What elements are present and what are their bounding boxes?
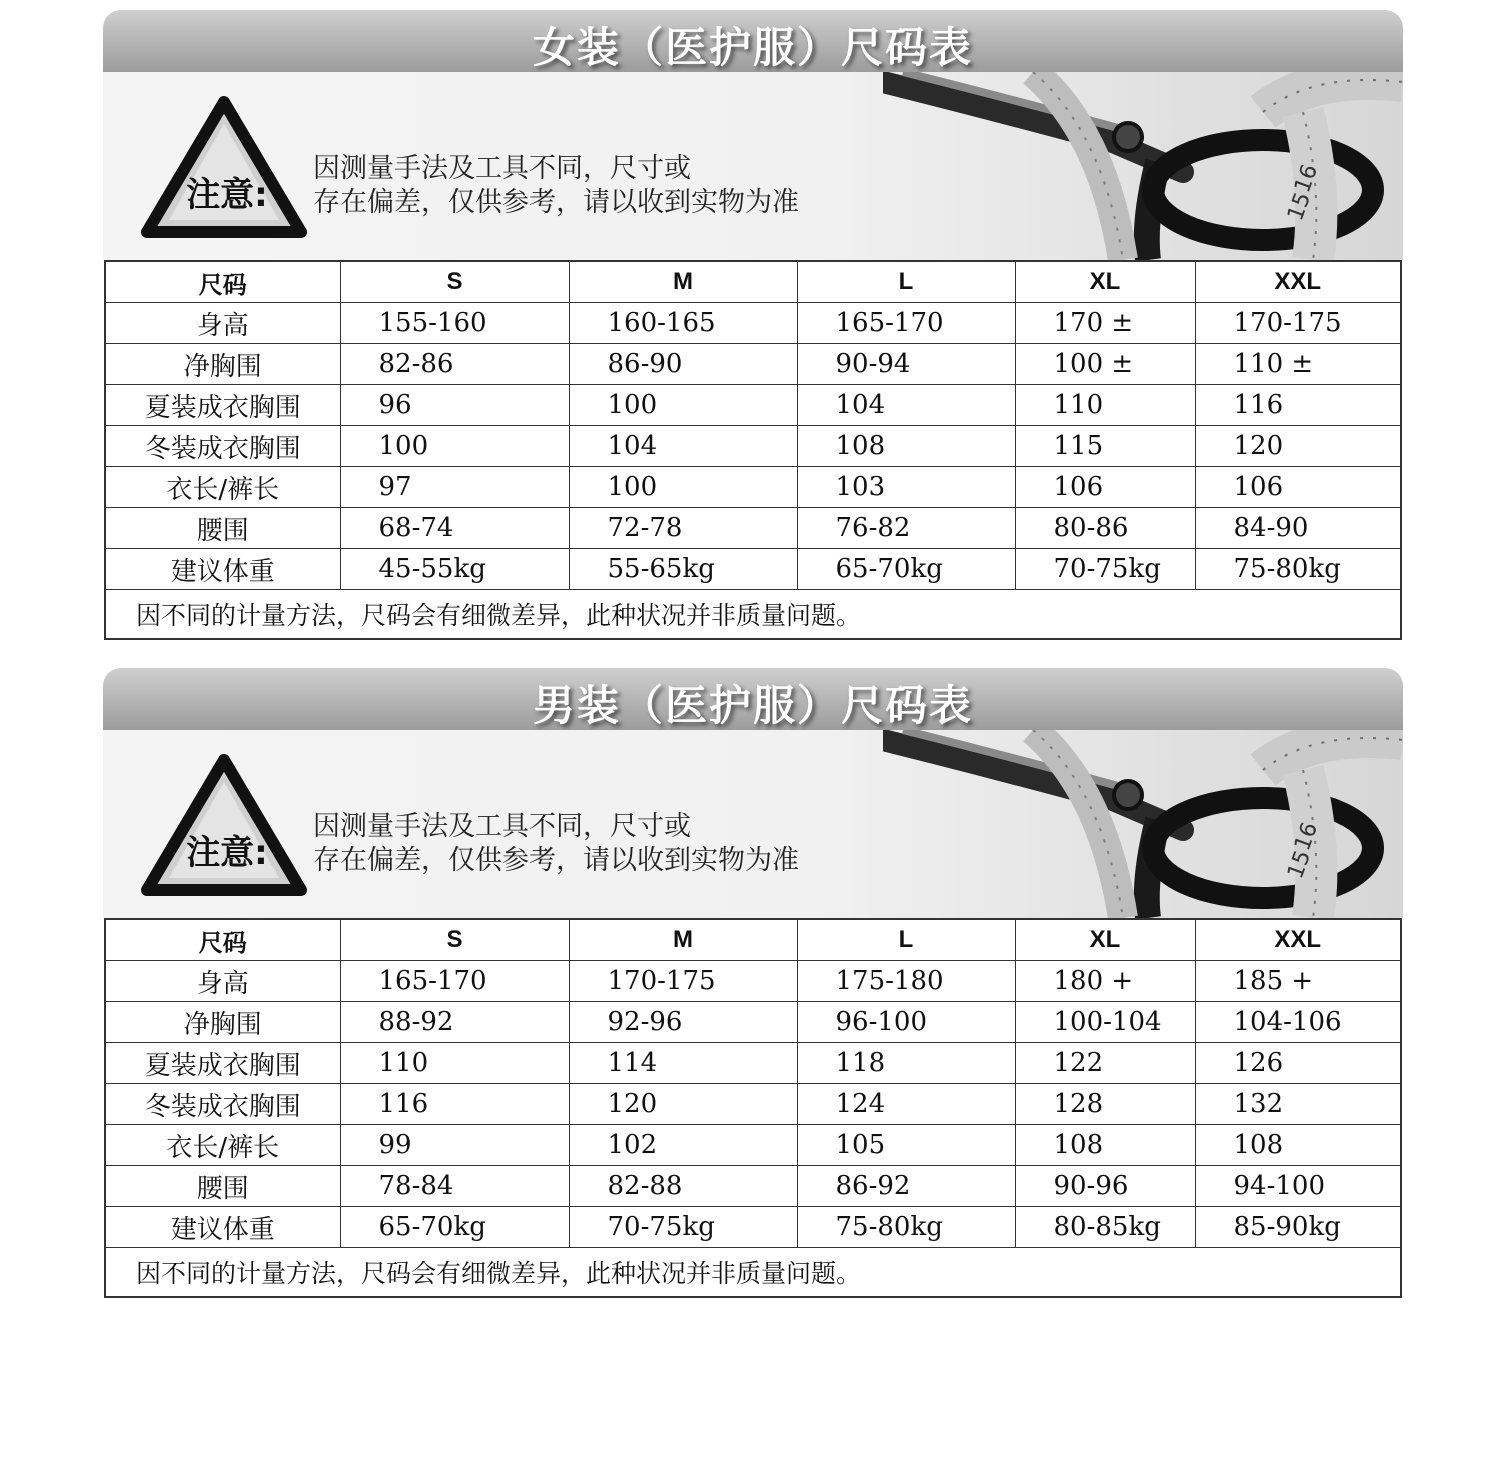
measurement-value-cell: 108 (1195, 1125, 1401, 1166)
measurement-value-cell: 160-165 (569, 303, 797, 344)
notice-line-2: 存在偏差，仅供参考，请以收到实物为准 (313, 187, 799, 218)
measurement-value-cell: 105 (797, 1125, 1015, 1166)
measurement-label-cell: 夏装成衣胸围 (105, 1043, 340, 1084)
tape-mark-label: 16 (1290, 161, 1324, 197)
measurement-value-cell: 118 (797, 1043, 1015, 1084)
measurement-label-cell: 建议体重 (105, 1207, 340, 1248)
measurement-label-cell: 夏装成衣胸围 (105, 385, 340, 426)
measurement-label-cell: 冬装成衣胸围 (105, 426, 340, 467)
measurement-value-cell: 68-74 (340, 508, 569, 549)
notice-badge-label: 注意: (186, 175, 268, 215)
table-row (105, 1166, 1401, 1207)
measurement-value-cell: 132 (1195, 1084, 1401, 1125)
measurement-label-cell: 身高 (105, 303, 340, 344)
table-row (105, 344, 1401, 385)
measurement-value-cell: 94-100 (1195, 1166, 1401, 1207)
size-header-row (105, 919, 1401, 961)
measurement-value-cell: 114 (569, 1043, 797, 1084)
table-row (105, 385, 1401, 426)
measurement-value-cell: 104 (797, 385, 1015, 426)
measurement-value-cell: 96-100 (797, 1002, 1015, 1043)
measurement-label-cell: 身高 (105, 961, 340, 1002)
table-row (105, 549, 1401, 590)
header-label-cell: 尺码 (105, 261, 340, 303)
measurement-label-cell: 腰围 (105, 1166, 340, 1207)
size-header-cell: L (797, 919, 1015, 961)
size-table (104, 260, 1402, 640)
table-row (105, 426, 1401, 467)
scissors-tape-measure-image (883, 730, 1403, 918)
measurement-value-cell: 72-78 (569, 508, 797, 549)
measurement-label-cell: 冬装成衣胸围 (105, 1084, 340, 1125)
chart-title: 男装（医护服）尺码表 (532, 681, 973, 730)
measurement-value-cell: 170-175 (1195, 303, 1401, 344)
measurement-value-cell: 45-55kg (340, 549, 569, 590)
warning-triangle-icon (139, 94, 309, 244)
size-header-cell: XXL (1195, 919, 1401, 961)
measurement-value-cell: 103 (797, 467, 1015, 508)
size-header-cell: M (569, 919, 797, 961)
measurement-value-cell: 85-90kg (1195, 1207, 1401, 1248)
men-size-chart (103, 668, 1403, 1298)
measurement-value-cell: 90-96 (1015, 1166, 1195, 1207)
notice-line-1: 因测量手法及工具不同，尺寸或 (313, 153, 691, 184)
measurement-value-cell: 185 + (1195, 961, 1401, 1002)
measurement-value-cell: 65-70kg (797, 549, 1015, 590)
chart-title: 女装（医护服）尺码表 (532, 23, 973, 72)
size-header-cell: XL (1015, 919, 1195, 961)
measurement-value-cell: 170-175 (569, 961, 797, 1002)
measurement-value-cell: 128 (1015, 1084, 1195, 1125)
measurement-value-cell: 99 (340, 1125, 569, 1166)
size-header-cell: L (797, 261, 1015, 303)
measurement-value-cell: 82-88 (569, 1166, 797, 1207)
measurement-value-cell: 116 (1195, 385, 1401, 426)
measurement-value-cell: 82-86 (340, 344, 569, 385)
measurement-value-cell: 120 (569, 1084, 797, 1125)
header-label-cell: 尺码 (105, 919, 340, 961)
table-row (105, 1125, 1401, 1166)
footnote-row (105, 590, 1401, 640)
measurement-value-cell: 80-85kg (1015, 1207, 1195, 1248)
measurement-value-cell: 100 (340, 426, 569, 467)
size-header-cell: XXL (1195, 261, 1401, 303)
table-row (105, 1002, 1401, 1043)
measurement-value-cell: 104-106 (1195, 1002, 1401, 1043)
table-row (105, 303, 1401, 344)
size-header-row (105, 261, 1401, 303)
notice-line-1: 因测量手法及工具不同，尺寸或 (313, 811, 691, 842)
notice-text (313, 810, 799, 878)
measurement-value-cell: 75-80kg (1195, 549, 1401, 590)
measurement-value-cell: 55-65kg (569, 549, 797, 590)
measurement-value-cell: 70-75kg (569, 1207, 797, 1248)
measurement-value-cell: 124 (797, 1084, 1015, 1125)
table-row (105, 508, 1401, 549)
measurement-value-cell: 75-80kg (797, 1207, 1015, 1248)
tape-mark-label: 16 (1290, 819, 1324, 855)
measurement-value-cell: 86-90 (569, 344, 797, 385)
measurement-value-cell: 100 (569, 385, 797, 426)
footnote-text: 因不同的计量方法，尺码会有细微差异，此种状况并非质量问题。 (105, 1248, 1401, 1298)
measurement-label-cell: 建议体重 (105, 549, 340, 590)
measurement-label-cell: 衣长/裤长 (105, 467, 340, 508)
measurement-value-cell: 106 (1015, 467, 1195, 508)
size-table-body (105, 919, 1401, 1297)
measurement-value-cell: 122 (1015, 1043, 1195, 1084)
size-header-cell: XL (1015, 261, 1195, 303)
notice-banner (103, 730, 1403, 918)
measurement-value-cell: 126 (1195, 1043, 1401, 1084)
measurement-value-cell: 106 (1195, 467, 1401, 508)
size-header-cell: S (340, 261, 569, 303)
measurement-value-cell: 175-180 (797, 961, 1015, 1002)
measurement-value-cell: 155-160 (340, 303, 569, 344)
measurement-value-cell: 80-86 (1015, 508, 1195, 549)
measurement-value-cell: 110 (1015, 385, 1195, 426)
measurement-value-cell: 108 (1015, 1125, 1195, 1166)
measurement-label-cell: 衣长/裤长 (105, 1125, 340, 1166)
measurement-value-cell: 84-90 (1195, 508, 1401, 549)
size-table (104, 918, 1402, 1298)
measurement-value-cell: 102 (569, 1125, 797, 1166)
measurement-value-cell: 110 ± (1195, 344, 1401, 385)
warning-triangle-icon (139, 752, 309, 902)
measurement-value-cell: 90-94 (797, 344, 1015, 385)
measurement-value-cell: 78-84 (340, 1166, 569, 1207)
footnote-text: 因不同的计量方法，尺码会有细微差异，此种状况并非质量问题。 (105, 590, 1401, 640)
tape-mark-label: 15 (1283, 189, 1317, 225)
women-size-chart (103, 10, 1403, 640)
measurement-value-cell: 116 (340, 1084, 569, 1125)
table-row (105, 467, 1401, 508)
measurement-value-cell: 165-170 (340, 961, 569, 1002)
table-row (105, 1207, 1401, 1248)
measurement-value-cell: 104 (569, 426, 797, 467)
size-header-cell: M (569, 261, 797, 303)
notice-badge-label: 注意: (186, 833, 268, 873)
measurement-value-cell: 92-96 (569, 1002, 797, 1043)
scissors-tape-measure-image (883, 72, 1403, 260)
footnote-row (105, 1248, 1401, 1298)
table-row (105, 1084, 1401, 1125)
measurement-value-cell: 115 (1015, 426, 1195, 467)
measurement-value-cell: 110 (340, 1043, 569, 1084)
measurement-value-cell: 88-92 (340, 1002, 569, 1043)
measurement-label-cell: 净胸围 (105, 344, 340, 385)
measurement-value-cell: 96 (340, 385, 569, 426)
measurement-value-cell: 86-92 (797, 1166, 1015, 1207)
measurement-value-cell: 180 + (1015, 961, 1195, 1002)
table-row (105, 961, 1401, 1002)
measurement-value-cell: 100 ± (1015, 344, 1195, 385)
measurement-value-cell: 100 (569, 467, 797, 508)
tape-mark-label: 15 (1283, 847, 1317, 883)
table-row (105, 1043, 1401, 1084)
measurement-value-cell: 76-82 (797, 508, 1015, 549)
size-header-cell: S (340, 919, 569, 961)
measurement-label-cell: 腰围 (105, 508, 340, 549)
chart-title-bar (103, 10, 1403, 72)
measurement-value-cell: 165-170 (797, 303, 1015, 344)
measurement-value-cell: 108 (797, 426, 1015, 467)
notice-text (313, 152, 799, 220)
measurement-value-cell: 65-70kg (340, 1207, 569, 1248)
measurement-value-cell: 97 (340, 467, 569, 508)
measurement-value-cell: 100-104 (1015, 1002, 1195, 1043)
measurement-value-cell: 70-75kg (1015, 549, 1195, 590)
notice-line-2: 存在偏差，仅供参考，请以收到实物为准 (313, 845, 799, 876)
measurement-value-cell: 170 ± (1015, 303, 1195, 344)
measurement-value-cell: 120 (1195, 426, 1401, 467)
notice-banner (103, 72, 1403, 260)
chart-title-bar (103, 668, 1403, 730)
size-table-body (105, 261, 1401, 639)
measurement-label-cell: 净胸围 (105, 1002, 340, 1043)
